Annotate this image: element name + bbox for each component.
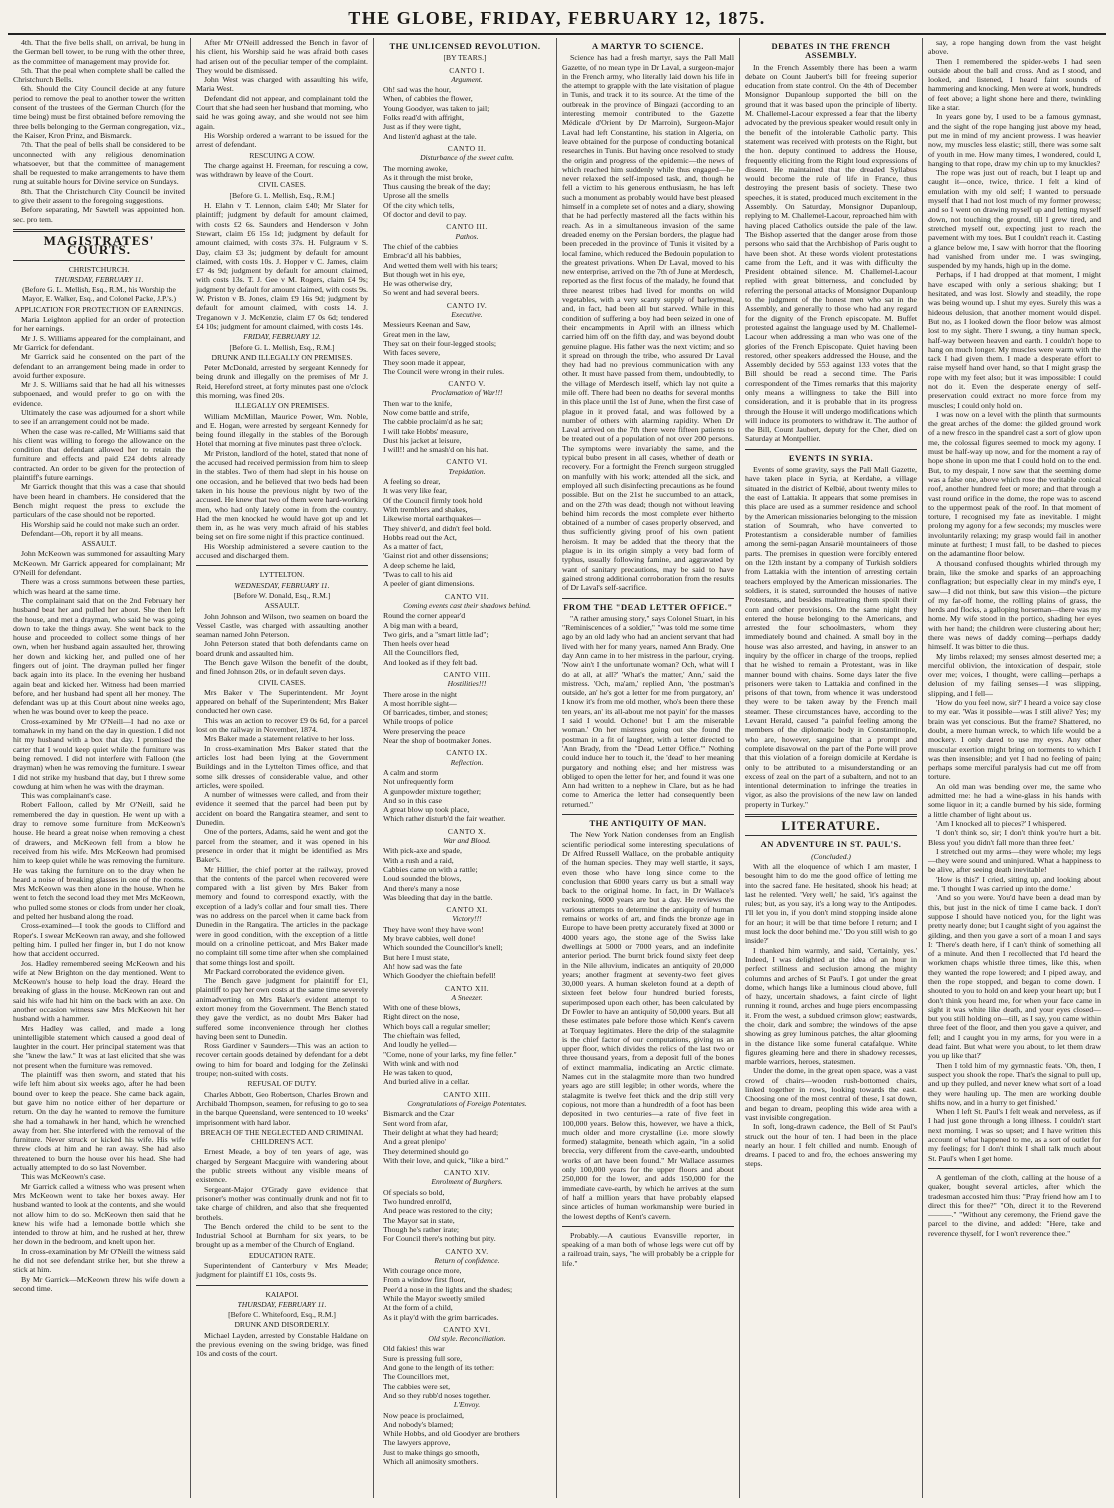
paragraph: Cross-examined—I took the goods to Clifford and Roper's. I swear McKeown ran away, and she followed pelting him. I pulled her finger in, but I do not know how that accident occurred. [13, 921, 185, 959]
poem-line: 'Twas to call to his aid [383, 570, 453, 580]
poem-line: Which all animosity smothers. [383, 1457, 479, 1467]
poem [379, 66, 551, 1467]
byline: [BY TEARS.] [443, 53, 487, 63]
canto-title: Pathos. [455, 231, 479, 241]
poem-line: I will take Hobbs' measure, [383, 426, 469, 436]
poem-line: Of specials so bold, [383, 1187, 445, 1197]
paragraph: Then I remembered the spider-webs I had seen outside about the ball and cross. And as I stood, and looked, and listened, I heard faint sounds of hammering and knocking. Men were at work, hundreds of feet above; a light shone here and there, twinkling like a star. [928, 56, 1102, 113]
poem-line: Two hundred enroll'd, [383, 1197, 452, 1207]
poem-line: The Council were wrong in their rules. [383, 366, 505, 376]
canto-title: Victory!!! [452, 914, 482, 924]
poem-line: As it play'd with the grim barricades. [383, 1312, 499, 1322]
canto-number: CANTO I. [449, 65, 485, 75]
paragraph: His Worship administered a severe caution to the accused and discharged them. [196, 541, 368, 561]
paragraph: Before separating, Mr Sawtell was appointed hon. sec. pro tem. [13, 205, 185, 224]
poem-line: Which Goodyer the chieftain befell! [383, 971, 497, 981]
poem-line: Then heels over head [383, 639, 450, 649]
poem-line: When, of cabbies the flower, [383, 94, 473, 104]
date-heading: THURSDAY, FEBRUARY 11. [237, 1299, 327, 1309]
paragraph: The rope was just out of reach, but I leapt up and caught it—once, twice, thrice. I felt a kind of emulation with my old self; I wanted to persuade myself that I had not lost much of my former prowess; and so I went on drawing myself up and letting myself down, not touching the ground, till I grew tired, and stretched myself out, expecting just to reach the pavement with my toes. But I couldn't reach it. Casting a glance below me, I saw with horror that the flooring had vanished from under me. I was swinging, suspended by my hands, high up in the dome. [928, 168, 1101, 271]
poem-line: And gone to the length of its tether: [383, 1363, 495, 1373]
poem-line: Now come battle and strife, [383, 407, 470, 417]
poem-line: Then war to the knife, [383, 398, 453, 408]
poem-line: Of the city which tells, [383, 200, 455, 210]
case-heading: ASSAULT. [264, 601, 300, 611]
poem-line: With faces severe, [383, 348, 441, 358]
paragraph: The New York Nation condenses from an English scientific periodical some interesting speculations of Dr Alfred Russell Wallace, on the probable antiquity of the human species. They may well startle, it says, even those who have long since come to the conclusion that 6000 years carry us but a small way back to the original home. In fact, in Dr Wallace's reckoning, 6000 years are but a day. He reviews the various attempts to determine the antiquity of human remains or works of art, and finds the bronze age in Europe to have been pretty accurately fixed at 3000 or 4000 years ago, the stone age of the Swiss lake dwellings at 5000 or 7000 years, and an indefinite anterior period. The burnt brick found sixty feet deep in the Nile alluvium, indicates an antiquity of 20,000 years; another fragment at seventy-two feet gives 30,000 years. A human skeleton found at a depth of sixteen feet below four hundred buried forests, superimposed upon each other, has been calculated by Dr Fowler to have an antiquity of 50,000 years. But all these estimates pale before those which Kent's cavern at Torquay legitimates. Here the drip of the stalagmite is the chief factor of our computations, giving us an upper floor, which divides the relics of the last two or three thousand years, from a deposit full of the bones of extinct mammalia, indicating an Arctic climate. Names cut in the stalagmite more than two hundred years ago are still legible; in other words, where the stalagmite is twelve feet thick and the drip still very copious, not more than a hundredth of a foot has been deposited in two centuries—a rate of five feet in 100,000 years. Below this, however, we have a thick, much older and more crystalline (i.e. more slowly formed) stalagmite, beneath which again, "in a solid breccia, very different from the cave-earth, undoubted works of art have been found." Mr Wallace assumes only 100,000 years for the upper floors and about 250,000 for the lower, and adds 150,000 for the immediate cave-earth, by which he arrives at the sum of half a million years that have probably elapsed since articles of human workmanship were buried in the lowest depths of Kent's cavern. [562, 830, 734, 1221]
case-heading: RESCUING A COW. [249, 150, 315, 160]
canto-title: Enrolment of Burghers. [431, 1177, 503, 1187]
article-body [196, 1147, 368, 1249]
poem-line: Ah! how sad was the fate [383, 961, 463, 971]
case-heading: BREACH OF THE NEGLECTED AND CRIMINAL CHILDREN'S ACT. [200, 1127, 364, 1147]
poem-line: With courage once more, [383, 1266, 462, 1276]
paragraph: With all the eloquence of which I am master, I besought him to do me the good office of letting me into the sacred fane. He hesitated, shook his head; at last he relented. 'Very well,' he said, 'it's against the rules; but, as you say, it's a long way to the Antipodes. I'll let you in, if you don't mind stopping inside alone for an hour; it will be that time before I return; and I must lock the door behind me.' 'Do you still wish to go inside?' [745, 861, 917, 946]
poem-line: With tremblers and shakes, [383, 504, 468, 514]
paragraph: The Bench ordered the child to be sent to the Industrial School at Burnham for six years, to be brought up as a member of the Church of England. [196, 1221, 368, 1250]
paragraph: An old man was bending over me, the same who admitted me: he had a wine-glass in his hands with some liquor in it; a candle burned by his side, forming a little chamber of light about us. [928, 781, 1101, 819]
case-heading: DRUNK AND ILLEGALLY ON PREMISES. [211, 352, 353, 362]
poem-line: He was otherwise dry, [383, 279, 453, 289]
poem-line: A calm and storm [383, 767, 439, 777]
paragraph: Then I told him of my gymnastic feats. 'Oh, then, I suspect you shook the rope. That's the signal to pull up, and up they pulled, and never knew what sort of a load they were hauling up. The men are working double shifts now, and in a hurry to get finished.' [928, 1060, 1101, 1107]
poem-line: The Mayor sat in state, [383, 1215, 455, 1225]
poem-line: Were preserving the peace [383, 726, 466, 736]
poem-line: Just to make things go smooth, [383, 1447, 480, 1457]
poem-line: Bismarck and the Czar [383, 1109, 455, 1119]
paragraph: Events of some gravity, says the Pall Mall Gazette, have taken place in Syria, at Kerdahe, a village situated in the district of Kelbié, about twenty miles to the east of Lattakia. It appears that some premises in this place are used as a summer residence and school by the American missionaries belonging to the mission station of Soumrah, who have converted to Protestantism a considerable number of families among the semi-pagan Ansariè mountaineers of those parts. The premises in question were forcibly entered on the 12th instant by a company of Turkish soldiers from Lattakia with the intention of arresting certain teachers employed by the American missionaries. The soldiers, it is stated, surrounded the houses of native Protestants, and besides maltreating them spoilt their corn and other provisions. On the same night they entered the house belonging to the Americans, and arrested the four schoolmasters, whom they immediately bound and chained. A small boy in the house was also arrested, and having, in answer to an inquiry by the officer in charge of the troops, replied that he wished to remain a Protestant, was in like manner bound with chains. Some days later the five prisoners were taken to Lattakia and confined in the prisons of that town, from whence it was understood they were to be taken away by the French mail steamer. These circumstances have, according to the Levant Herald, caused "a painful feeling among the members of the diplomatic body in Constantinople, who are, however, sanguine that a prompt and complete disavowal on the part of the Porte will prove that this violation of a foreign domicile at Kerdahe is only to be attributed to a misunderstanding or an excess of zeal on the part of a subaltern, and not to an intentional determination to infringe the treaties in vigor, as also the provisions of the new law on landed property in Turkey." [745, 465, 917, 809]
poem-line: They determined should go [383, 1146, 469, 1156]
canto-number: CANTO XI. [446, 905, 488, 915]
place-heading: KAIAPOI. [265, 1289, 299, 1299]
paragraph: I was now on a level with the plinth that surmounts the great arches of the dome: the gilded ground work of a new fresco in the spandrel cast a sort of glow upon me, the colossal figures seemed to mock my agony. I must be half-way up now, and for the moment a ray of hope shone in upon me that I could hold on to the end. But, to my despair, I now saw that the seeming dome was a false one, above which rose the veritable conical roof, another hundred feet or more; and that through a vast round orifice in the dome, the rope was to ascend to the uppermost peak of the roof. In that moment of torture, I recognised my fate as inevitable. I might prolong my agony for a few seconds; my muscles were involuntarily relaxing; my grasp would fail in another minute at furthest; I must fall, to be dashed to pieces on the adamantine floor below. [928, 409, 1101, 559]
poem-line: A great blow up took place, [383, 805, 470, 815]
article-body [745, 862, 917, 1169]
poem-line: They sat on their four-legged stools; [383, 338, 497, 348]
poem-line: Old fakies! this war [383, 1344, 445, 1354]
date-heading: FRIDAY, FEBRUARY 12. [243, 332, 321, 342]
poem-line: Loud sounded the blows, [383, 874, 462, 884]
paragraph: A number of witnesses were called, and from their evidence it seemed that the parcel had been put by accident on board the Rangatira steamer, and sent to Dunedin. [196, 790, 368, 828]
paragraph: Defendant did not appear, and complainant told the Court that she had seen her husband that morning, who said he was going away, and she would not see him again. [196, 93, 368, 131]
paragraph: The charge against H. Freeman, for rescuing a cow, was withdrawn by leave of the Court. [196, 160, 368, 180]
paragraph: Mrs Hadley was called, and made a long unintelligible statement which caused a good deal of laughter in the court. Her principal statement was that she "knew the law." It was at last elicited that she was not present when the furniture was removed. [13, 1023, 185, 1070]
paragraph: When I left St. Paul's I felt weak and nerveless, as if I had just gone through a long illness. I couldn't start next morning. I was so upset; and I have written this account of what happened to me, as a sort of outlet for my feelings; for I don't think I shall talk much about St. Paul's when I get home. [928, 1107, 1101, 1163]
column-2 [191, 38, 374, 1498]
poem-line: For Council there's nothing but pity. [383, 1234, 496, 1244]
poem-line: And looked as if they felt bad. [383, 657, 478, 667]
poem-line: The lawyers approve, [383, 1438, 451, 1448]
poem-line: While the Mayor sweetly smiled [383, 1294, 485, 1303]
canto-title: A Sneezer. [451, 992, 483, 1002]
canto-number: CANTO XV. [445, 1246, 489, 1256]
canto-title: Reflection. [450, 757, 484, 767]
poem-line: As it through the mist broke, [383, 172, 473, 182]
canto-title: Hostilities!!! [447, 679, 487, 689]
poem-line: Hobbs read out the Act, [383, 532, 457, 542]
poem-line: The cabbies were set, [383, 1381, 451, 1391]
paragraph: Ernest Meade, a boy of ten years of age, was charged by Sergeant Macguire with wandering about the public streets without any visible means of existence. [196, 1147, 368, 1185]
poem-line: And peace was restored to the city; [383, 1206, 493, 1216]
poem-line: They shiver'd, and didn't feel bold. [383, 523, 492, 533]
canto-number: CANTO VI. [446, 457, 488, 467]
poem-line: With pick-axe and spade, [383, 846, 462, 856]
poem-line: 'Gainst riot and other dissensions; [383, 551, 489, 561]
poem-line: And wetted them well with his tears; [383, 260, 498, 270]
paragraph: 'How do you feel now, sir?' I heard a voice say close to my ear. 'Was it possible—was I still alive? Yes; my brain was yet conscious. But the frame? Shattered, no doubt, a mere human wreck, to which life would be a mockery. I only dared to use my eyes. Any other muscular exertion might bring on torments to which I was then insensible; and yet I had no feeling of pain; perhaps some merciful paralysis had cut me off from torture. [928, 698, 1101, 782]
paragraph: Maria Leighton applied for an order of protection for her earnings. [13, 315, 185, 334]
poem-line: Dust his jacket at leisure, [383, 435, 462, 445]
paragraph: The Bench gave Wilson the benefit of the doubt, and fined Johnson 20s, or in default seven days. [196, 658, 368, 677]
paragraph: The plaintiff was then sworn, and stated that his wife left him about six weeks ago, after he had been bound over to keep the peace. She came back again, but gave him no notice either of her departure or return. On the day he wanted to remove the furniture she had a tomahawk in her hand, which he wrenched away from her. She interfered with the removal of the furniture. Never struck or kicked his wife. His wife threw clods at him and he ran away. She had also threatened to burn the house over his head. She had actually attempted to do so last November. [13, 1070, 185, 1173]
poem-line: Near the shop of bootmaker Jones. [383, 736, 492, 746]
poem-line: "Come, none of your larks, my fine feller." [383, 1049, 517, 1059]
canto-title: Trepidation. [448, 466, 486, 476]
paragraph: The Bench gave judgment for plaintiff for £1, plaintiff to pay her own costs at the same time severely animadverting on Mrs Baker's evident attempt to extort money from the Government. The Bench stated they gave the verdict, as no doubt Mrs Baker had suffered some inconvenience through her clothes having been sent to Dunedin. [196, 976, 368, 1041]
poem-line: There arose in the night [383, 689, 458, 699]
paragraph: Mrs Baker v The Superintendent. Mr Joynt appeared on behalf of the Superintendent; Mrs Baker conducted her own case. [196, 687, 368, 716]
poem-line: Of the Council firmly took hold [383, 495, 483, 505]
poem-line: The Councillors met, [383, 1372, 450, 1382]
paragraph: say, a rope hanging down from the vast height above. [928, 38, 1101, 57]
poem-line: Thus causing the break of the day; [383, 182, 491, 192]
paragraph: This was an action to recover £9 0s 6d, for a parcel lost on the railway in November, 1874. [196, 715, 368, 735]
article-body [562, 614, 734, 809]
poem-line: Messieurs Keenan and Saw, [383, 320, 471, 330]
article-body [196, 412, 368, 561]
poem-line: Now peace is proclaimed, [383, 1410, 464, 1420]
canto-number: CANTO III. [446, 222, 488, 232]
paragraph: In soft, long-drawn cadence, the Bell of St Paul's struck out the hour of ten. I had been in the place nearly an hour. I felt chilled and numb. Enough of dreams. I paced to and fro, the echoes answering my steps. [745, 1122, 917, 1169]
section-heading: LITERATURE. [781, 818, 881, 834]
paragraph: John McKeown was summoned for assaulting Mary McKeown. Mr Garrick appeared for complainant; Mr O'Neill for defendant. [13, 549, 185, 578]
paragraph: Ross Gardiner v Saunders—This was an action to recover certain goods detained by defendant for a debt owing to him for board and lodging for the Zelinski troupe; non-suited with costs. [196, 1041, 368, 1079]
poem-line: The cabbie proclaim'd as he sat; [383, 417, 483, 427]
paragraph: In the French Assembly there has been a warm debate on Count Jaubert's bill for freeing superior education from state control. On the 4th of December Monsignor Dupanloup supported the bill on the ground that it was based upon the principle of liberty. M. Challemel-Lacour expressed a fear that the liberty advocated by the previous speaker would result only in the benefit of the intolerable Catholic party. This statement was received with protests on the Right, but the hon. deputy continued to address the House, frequently eliciting from the Right loud expressions of dissent. He maintained that the dreaded Syllabus would become the rule of life in France, thus destroying the present basis of society. These two speeches, it is stated, produced much excitement in the Assembly. On Saturday, Monsignor Dupanloup, replying to M. Challemel-Lacour, reproached him with having placed Catholics outside the pale of the law. The Bishop asserted that the danger arose from those persons who said that the Archbishop of Paris ought to have been shot. At these words violent protestations came from the Left, and it was with difficulty the President obtained silence. M. Challemel-Lacour replied with great bitterness, and concluded by referring the personal attacks of Monsignor Dupanloup to the judgment of the honest men who sat in the Assembly, and generally to those who had any regard for the dignity of the French episcopate. M. Buffet protested against the language used by M. Challemel-Lacour when addressing a man who was one of the glories of the French Episcopate. Quiet having been restored, other speakers addressed the House, and the Assembly decided by 553 against 133 votes that the Bill should be read a second time. The Paris correspondent of the Times remarks that this majority only means a willingness to take the Bill into consideration, and it is probable that in its progress through the House it will undergo modifications which will induce its promoters to withdraw it. The author of the Bill, Count Jaubert, deputy for the Cher, died on Saturday at Montpellier. [745, 62, 917, 444]
poem-line: While Hobbs, and old Goodyer are brothers [383, 1429, 520, 1439]
paragraph: A gentleman of the cloth, calling at the house of a quaker, bought several articles, after which the tradesman accosted him thus: "Pray friend how am I to direct this for thee?" "Oh, direct it to the Reverend ———." "Without any ceremony, the Friend gave the parcel to the divine, and added: "Here, take and reverence thyself, for I won't reverence thee." [928, 1172, 1101, 1238]
poem-line: Great men in the law, [383, 329, 450, 339]
poem-line: Their delight at what they had heard; [383, 1127, 499, 1137]
case-heading: DRUNK AND DISORDERLY. [234, 1320, 330, 1330]
paragraph: I stretched out my arms—they were whole; my legs—they were sound and uninjured. What a happiness to be alive, after seeing death inevitable! [928, 846, 1101, 875]
case-heading: APPLICATION FOR PROTECTION OF EARNINGS. [14, 304, 184, 314]
poem-line: And nobody's blamed; [383, 1419, 454, 1429]
canto-title: Disturbance of the sweet calm. [420, 153, 514, 163]
bench-line: [Before W. Donald, Esq., R.M.] [233, 590, 331, 600]
poem-line: Uprose all the smells [383, 191, 449, 201]
paragraph: Michael Layden, arrested by Constable Haldane on the previous evening on the swing bridge, was fined 10s and costs of the court. [196, 1330, 368, 1359]
bench-line: [Before C. Whitefoord, Esq., R.M.] [228, 1310, 336, 1320]
canto-number: CANTO V. [448, 379, 486, 389]
poem-line: So went and had several beers. [383, 288, 480, 298]
poem-line: All the Councillors fled, [383, 648, 459, 658]
paragraph: Mr J. S. Williams appeared for the complainant, and Mr Garrick for defendant. [13, 333, 185, 352]
paragraph: Cross-examined by Mr O'Neill—I had no axe or tomahawk in my hand on the day in question. I did not hit my husband with a box that day. I promised the carter that I would keep quiet while the furniture was being removed. I did not interfere with Falloon (the drayman) when he was removing the furniture. I swear I did not strike my husband that day, but I threw some cowdung at him when he was with the drayman. [13, 716, 185, 791]
bells-resolutions [13, 38, 185, 224]
canto-title: Argument. [451, 74, 483, 84]
article-title: EVENTS IN SYRIA. [788, 452, 874, 463]
poem-line: With their love, and quick, "like a bird." [383, 1155, 509, 1165]
bench-line: [Before G. L. Mellish, Esq., R.M.] [229, 342, 335, 352]
paragraph: 7th. That the peal of bells shall be considered to be unconnected with any religious denomination whatsoever, but that the committee of management shall be requested to make arrangements to have them rung at suitable hours for Divine service on Sundays. [13, 140, 185, 187]
canto-title: Return of confidence. [434, 1255, 500, 1265]
canto-title: Coming events cast their shadows behind. [403, 600, 531, 610]
poem-line: The chieftain was felled, [383, 1030, 461, 1040]
poem-line: Likewise mortal earthquakes— [383, 514, 481, 524]
column-6 [923, 38, 1106, 1498]
article-title: THE ANTIQUITY OF MAN. [589, 818, 707, 829]
canto-title: Old style. Reconciliation. [428, 1334, 506, 1344]
poem-line: He was taken to quod, [383, 1068, 453, 1078]
canto-number: CANTO IX. [446, 748, 488, 758]
poem-line: Two girls, and a "smart little lad"; [383, 629, 489, 639]
poem-line: With wink and with nod [383, 1058, 459, 1068]
paragraph: My limbs relaxed; my senses almost deserted me; a merciful oblivion, the intoxication of despair, stole over me; voices, I thought, were calling—perhaps a delusion of my failing senses—I was slipping, slipping, and I fell— [928, 651, 1101, 698]
poem-line: And so in this case [383, 795, 442, 805]
poem-line: Right direct on the nose, [383, 1012, 460, 1022]
article-body [13, 549, 185, 1293]
poem-line: Though he's rather irate; [383, 1224, 460, 1234]
canto-number: CANTO IV. [446, 300, 488, 310]
paragraph: H. Elahn v T. Lennon, claim £40; Mr Slater for plaintiff; judgment by default for amount claimed, with costs £2 6s. Saunders and Henderson v John Stewart, claim £6 15s 1d; judgment by default for amount claimed, with costs 37s. H. Fulgraum v S. Day, claim £3 3s; judgment by default for amount claimed, with costs 10s. J. Hopper v C. James, claim £7 4s 9d; judgment by default for amount claimed, with costs 13s. T. J. Gee v M. Rogers, claim £4 9s; judgment by default for amount claimed, with costs 9s. W. Priston v B. Jones, claim £9 16s 9d; judgment by default for amount claimed, with costs 14. J. Treganown v J. McKenzie, claim £7 0s 6d; tendered £4 10s; judgment for amount claimed, with costs 14s. [196, 201, 368, 331]
column-container [8, 38, 1106, 1498]
canto-number: CANTO XVI. [443, 1324, 491, 1334]
paragraph: John Peterson stated that both defendants came on board drunk and assaulted him. [196, 639, 368, 658]
poem-line: A most horrible sight— [383, 698, 457, 708]
article-body [562, 53, 734, 592]
paragraph: In years gone by, I used to be a famous gymnast, and the sight of the rope hanging just above my head, put me in mind of my ancient prowess. I was heavier now, my muscles less elastic; still, there was some salt of youth in me. How many times, I wondered, could I, hanging to that rope, draw my chin up to my knuckles? [928, 112, 1101, 168]
bench-line: (Before G. L. Mellish, Esq., R.M., his Worship the Mayor, E. Walker, Esq., and Colonel Packe, J.P.'s.) [22, 285, 176, 304]
paragraph: Mr J. S. Williams said that he had all his witnesses subpoenaed, and would prefer to go on with the evidence. [13, 380, 185, 408]
poem-line: Round the corner appear'd [383, 611, 466, 621]
paragraph: In cross-examination Mrs Baker stated that the articles lost had been lying at the Government Buildings and in the Lyttelton Times office, and that some silk dresses of considerable value, and other articles, were spoiled. [196, 743, 368, 790]
column-4 [557, 38, 740, 1498]
paragraph: Mr Garrick called a witness who was present when Mrs McKeown went to take her boxes away. Her husband wanted to look at the contents, and she would not allow him to do so. McKeown then said that he knew his wife had a lemonade bottle which she intended to throw at him, and he rushed at her, threw her down in the bedroom, and knelt upon her. [13, 1181, 185, 1247]
article-body [745, 63, 917, 444]
poem-line: Which sounded the Councillor's knell; [383, 943, 503, 953]
case-heading: EDUCATION RATE. [248, 1250, 316, 1260]
masthead: THE GLOBE, FRIDAY, FEBRUARY 12, 1875. [8, 6, 1106, 35]
paragraph: His Worship said he could not make such an order. [21, 519, 180, 529]
date-heading: THURSDAY, FEBRUARY 11. [54, 274, 144, 284]
poem-line: As a matter of fact, [383, 542, 443, 552]
poem-line: And there's many a nose [383, 883, 460, 893]
poem-line: It was very like fear, [383, 486, 447, 496]
paragraph: 5th. That the peal when complete shall be called the Christchurch Bells. [13, 65, 185, 85]
paragraph: Perhaps, if I had dropped at that moment, I might have escaped with only a serious shaking; but I hesitated, and was lost. Slowly and steadily, the rope was being wound up. I shut my eyes. Surely this was a hideous delusion, that another moment would dispel. But no, as I looked down the floor below was almost lost to my sight. There I swung, a tiny human speck, half-way between heaven and earth. I couldn't hope to hang on much longer. My muscles were warm with the tack I had given them. I made a desperate effort to raise myself hand over hand, so that I might grasp the rope with my feet also; but it was impossible: I could not do it. Even the desperate energy of self-preservation could extract no more force from my muscles; I could only hold on. [928, 270, 1101, 410]
article-body [928, 38, 1101, 1163]
paragraph: 'I don't think so, sir; I don't think you're hurt a bit. Bless you! you didn't fall more than three feet.' [928, 828, 1101, 847]
poem-line: Sent word from afar, [383, 1118, 448, 1128]
poem-line: A peeler of giant dimensions. [383, 579, 475, 589]
poem-line: I will!! and he smash'd on his hat. [383, 445, 489, 455]
article-body [196, 688, 368, 1078]
paragraph: 6th. Should the City Council decide at any future period to remove the peal to another tower the written consent of the trustees of the German Church (for the time being) must be first obtained before removing the three bells belonging to the German congregation, viz., the Kaiser, Kron Prinz, and Bismarck. [13, 84, 185, 140]
canto-number: CANTO XIII. [443, 1089, 491, 1099]
paragraph: 'Am I knocked all to pieces?' I whispered. [936, 818, 1067, 828]
article-body [196, 38, 368, 150]
poem-line: From a window first floor, [383, 1275, 466, 1285]
section-heading: MAGISTRATES' COURTS. [43, 232, 155, 258]
canto-title: War and Blood. [443, 836, 491, 846]
canto-title: Executive. [451, 310, 483, 320]
poem-line: They have won! they have won! [383, 924, 484, 934]
paragraph: Science has had a fresh martyr, says the Pall Mall Gazette, of no mean type in Dr Laval, a surgeon-major in the French army, who literally laid down his life in the attempt to grapple with the late visitation of plague in Tunis, and track it to its source. At the time of the outbreak in the province of Bingazi (according to an interesting memoir contributed to the Gazette Médicale d'Orient by Dr Marroin), Surgeon-Major Laval had left Constantine, his station in Algeria, on leave obtained for the purpose of conducting botanical researches in Tunis. But having once resolved to study the origin and progress of the epidemic—the news of which reached him suddenly while thus engaged—he never relaxed the self-imposed task, and, though he fell a victim to his generous enthusiasm, he has left such a monument as probably would have best pleased himself in a complete set of notes and a diary, showing that he had perfectly mastered all the facts within his reach. As in a simultaneous invasion of the same dreaded enemy on the Persian borders, the plague had been preceded in the province of Tunis it visited by a local famine, which reduced the Bedouin population to the greatest privations. When Dr Laval, moved to his new enterprise, arrived on the 7th of June at Merdesch, reported as the first focus of the malady, he found that three nearest tribes had lived for months on wild vegetables, with a very scanty supply of barleymeal, and, in fact, had been all but starved. While in this condition of suffering a boy had been seized in one of their encampments in April with an illness which carried him off on the fifth day, and was beyond doubt genuine plague. His father was the next victim; and so it spread on through the tribe, who assured Dr Laval they had had no previous communication with any other. It must have passed from them, undoubtedly, to the village of Merdesch itself, which lay not quite a mile off. There had been no deaths for several months in this place until the 1st of June, when the first case of plague in it proved fatal, and was followed by a number of others with alarming rapidity. When Dr Laval arrived on the 7th there were fifteen patients to be treated out of a population of not over 200 persons. The symptoms were invariably the same, and the typical bubo present in all cases, whether of death or recovery. For a fortnight the French surgeon struggled on manfully with his work; attended all the sick, and employed all such disinfecting precautions as he found possible. But on the 21st he succumbed to an attack, and on the 27th was dead; though not without leaving behind him records the most complete ever hitherto obtained of a number of cases properly observed, and thus sufficiently giving proof of his own patient heroism. It may be added that the theory that the plague is in its origin simply a very bad form of typhus, usually following famine, and aggravated by want of sanitary precautions, may be said to have gained strong additional corroboration from the results of Dr Laval's self-sacrifice. [562, 53, 734, 593]
poem-line: A big man with a beard, [383, 620, 458, 630]
poem-line: Embrac'd all his babbies, [383, 251, 462, 261]
poem-line: A feeling so drear, [383, 477, 441, 487]
paragraph: When the case was re-called, Mr Williams said that his client was willing to forego the allowance on the condition that defendant allowed her to retain the furniture and effects and paid £24 debts already contracted. An order to be given for the protection of plaintiff's future earnings. [13, 426, 185, 483]
poem-line: Oh! sad was the hour, [383, 85, 451, 95]
poem-line: Which rather disturb'd the fair weather. [383, 814, 506, 824]
paragraph: Superintendent of Canterbury v Mrs Meade; judgment for plaintiff £1 10s, costs 9s. [196, 1261, 368, 1280]
case-heading: ASSAULT. [81, 539, 117, 549]
paragraph: Charles Abbott, Geo Robertson, Charles Brown and Archibald Thompson, seamen, for refusing to go to sea in the barque Queensland, were sentenced to 10 weeks' imprisonment with hard labor. [196, 1089, 368, 1127]
case-heading: CIVIL CASES. [258, 180, 306, 190]
paragraph: Mrs Baker made a statement relative to her loss. [204, 734, 355, 744]
paragraph: After Mr O'Neill addressed the Bench in favor of his client, his Worship said he was afraid both cases had arisen out of the peculiar temper of the complaint. They would be dismissed. [196, 38, 368, 75]
article-body [562, 830, 734, 1220]
paragraph: Mr Garrick thought that this was a case that should have been heard in chambers. He considered that the Bench might request the press to exclude the particulars of the case should not be reported. [13, 482, 185, 520]
column-5 [740, 38, 923, 1498]
canto-title: Congratulations of Foreign Potentates. [407, 1099, 527, 1109]
poem-line: At the form of a child, [383, 1303, 453, 1313]
paragraph: A thousand confused thoughts whirled through my brain, like the smoke and sparks of an approaching conflagration; but especially clear in my mind's eye, I saw—I did not think, but saw this vision—the picture of my far-off home, the rolling plains of grass, the herds and flocks, a galloping horseman—there was my home. My wife stood in the portico, shading her eyes with her hand; the children were clustering about her; there was news of daddy coming—perhaps daddy himself. It was bitter to die thus. [928, 558, 1101, 652]
paragraph: "A rather amusing story," says Colonel Stuart, in his "Reminiscences of a soldier," "was told me some time ago by an old lady who had an ancient servant that had lived with her for many years, named Ann Brady. One day Ann came in to her mistress in the parlour, crying. 'Now ain't I the unfortunate woman? Och, what will I do at all, at all?' 'What's the matter,' Ann,' said the mistress. 'Och, ma'am,' replied Ann, 'the postman's outside, an' he's got a letter for me from purgatory, an' I know it's from me old mother, who's been there these ten years, an' its all-about me not payin' for the masses I said I would. Ochone! but I am the miserable woman.' On her mistress going out she found the postman in a fit of laughter, with a letter directed to 'Ann Brady, from the "Dead Letter Office."' Nothing could induce her to touch it, the 'dead' to her meaning purgatory and nothing else; and her mistress was obliged to open the letter for her, and found it was one Ann had written to a nephew in Clare, but as he had come to America the letter had consequently been returned." [562, 613, 734, 809]
poem-line: They soon made it appear, [383, 357, 466, 367]
paragraph: Mr Garrick said he consented on the part of the defendant to an arrangement being made in order to avoid further exposure. [13, 352, 185, 380]
paragraph: Mr Priston, landlord of the hotel, stated that none of the accused had received permission from him to sleep in the stables. Two of them had slept in his house on one occasion, and he believed that two beds had been taken in his house the previous night by two of the accused. He knew that two of them were hard-working men, who had only lately come in from the country. Had the men knocked he would have got up and let them in, as he was very much afraid of his stables being set on fire some night if this practice continued. [196, 448, 368, 542]
case-heading: REFUSAL OF DUTY. [247, 1079, 317, 1089]
paragraph: By Mr Garrick—McKeown threw his wife down a second time. [13, 1274, 185, 1293]
article-title: AN ADVENTURE IN ST. PAUL'S. [760, 839, 902, 850]
poem-line: And listen'd aghast at the tale. [383, 131, 477, 141]
paragraph: There was a cross summons between these parties, which was heard at the same time. [13, 577, 185, 596]
place-heading: CHRISTCHURCH. [68, 264, 130, 274]
paragraph: Sergeant-Major O'Grady gave evidence that prisoner's mother was continually drunk and not fit to take charge of children, and also that she frequented brothels. [196, 1184, 368, 1222]
poem-line: Folks read'd with affright, [383, 113, 464, 123]
poem-line: Of barricades, timber, and stones; [383, 708, 488, 718]
canto-title: Proclamation of War!!! [431, 388, 503, 398]
poem-line: Was bleeding that day in the battle. [383, 892, 493, 902]
bench-line: [Before G. L. Mellish, Esq., R.M.] [229, 190, 335, 200]
paragraph: In cross-examination by Mr O'Neill the witness said he did not see defendant strike her, but she threw a stick at him. [13, 1246, 185, 1275]
article-title: A MARTYR TO SCIENCE. [592, 41, 704, 51]
poem-line: But though wet in his eye, [383, 269, 465, 279]
column-3 [374, 38, 557, 1498]
canto-number: CANTO XII. [444, 983, 490, 993]
paragraph: I thanked him warmly, and said, 'Certainly, yes.' Indeed, I was delighted at the idea of an hour in perfect stillness and seclusion among the mighty columns and arches of St Paul's. I got under the great dome, which hangs like a luminous cloud above, full of hazy, uncertain shadows, a faint circle of light running it round, arches and huge piers encompassing it. From the west, a subdued crimson glow; eastwards, the choir, dark and sombre; the windows of the apse showing as grey luminous patches, the altar glooming in the distance like some funeral catafalque. White figures gleaming here and there in shadowy recesses, marble warriors, heroes, statesmen. [745, 945, 917, 1067]
paragraph: Jos. Hadley remembered seeing McKeown and his wife at New Brighton on the day mentioned. Went to McKeown's house to help load the dray. Heard the breaking of glass in the house. McKeown ran out and said his wife had hit him on the back with an axe. On another occasion witness saw Mrs McKeown hit her husband with a hammer. [13, 958, 185, 1024]
poem-line: With a rush and a raid, [383, 855, 454, 865]
paragraph: Defendant—Oh, report it by all means. [21, 528, 143, 538]
paragraph: The complainant said that on the 2nd February her husband beat her and pulled her about. She then left the house, and met a drayman, who said he was going down to take the things away. She went back to the house and proceeded to collect some things of her own, when her husband again assaulted her, throwing her down and kicking her, and pulled one of her fingers out of joint. The drayman pulled her finger back again into its place. In the evening her husband again beat and kicked her. Witness had been married before, and her husband had spent all her money. The defendant was up at this Court about nine weeks ago, when he was bound over to keep the peace. [13, 595, 185, 717]
article-title: THE UNLICENSED REVOLUTION. [389, 41, 541, 51]
paragraph: John West was charged with assaulting his wife, Maria West. [196, 75, 368, 94]
poem-line: Peer'd a nose in the lights and the shades; [383, 1284, 513, 1294]
paragraph: His Worship ordered a warrant to be issued for the arrest of defendant. [196, 130, 368, 150]
paragraph: Probably.—A cautious Evansville reporter, in speaking of a man both of whose legs were cut off by a railroad train, says, "he will probably be a cripple for life." [562, 1230, 734, 1268]
paragraph: Mr Packard corroborated the evidence given. [204, 966, 345, 976]
paragraph: Mr Hillier, the chief porter at the railway, proved that the contents of the parcel when recovered were compared with a list given by Mrs Baker from memory and found to correspond exactly, with the exception of a lady's collar and four small ties. There was no address on the parcel when it came back from Dunedin in the Rangatira. The articles in the package were in good condition, with the exception of a little mould on a crinoline petticoat, and Mrs Baker made no complaint till some time after when she complained that some things lost and spoilt. [196, 864, 368, 967]
poem-line: Sure is pressing full sore, [383, 1353, 463, 1363]
poem-line: With one of these blows, [383, 1003, 461, 1013]
poem-line: And a great plenipo' [383, 1137, 447, 1147]
poem-line: And so they rubb'd noses together. [383, 1390, 491, 1400]
paragraph: John Johnson and Wilson, two seamen on board the Vessel Castle, was charged with assaulting another seaman named John Peterson. [196, 611, 368, 640]
canto-number: CANTO X. [447, 826, 487, 836]
case-heading: CIVIL CASES. [258, 677, 306, 687]
poem-line: Young Goodyer, was taken to jail; [383, 103, 490, 113]
poem-line: Cabbies came on with a rattle; [383, 864, 478, 874]
paragraph: 4th. That the five bells shall, on arrival, be hung in the German bell tower, to be rung with the other three, as the committee of management may provide for. [13, 38, 185, 66]
paragraph: William McMillan, Maurice Power, Wm. Noble, and E. Hogan, were arrested by sergeant Kennedy for being found illegally in the stables of the Borough Hotel that morning at five minutes past three o'clock. [196, 411, 368, 449]
canto-number: CANTO VIII. [443, 670, 491, 679]
canto-number: CANTO XIV. [443, 1168, 491, 1178]
poem-line: Not unfrequently form [383, 777, 454, 787]
paragraph: 'How is this?' I cried, sitting up, and looking about me. 'I thought I was carried up into the dome.' [928, 874, 1101, 894]
date-heading: WEDNESDAY, FEBRUARY 11. [234, 580, 330, 590]
article-title: DEBATES IN THE FRENCH ASSEMBLY. [771, 41, 891, 61]
poem-line: The morning awoke, [383, 163, 448, 173]
poem-line: A gunpowder mixture together; [383, 786, 482, 796]
poem-line: My brave cabbies, well done! [383, 934, 476, 944]
article-body [196, 612, 368, 677]
paragraph: This was McKeown's case. [21, 1172, 106, 1182]
poem-line: Just as if they were tight, [383, 122, 461, 132]
poem-line: The chief of the cabbies [383, 241, 458, 251]
concluded-note: (Concluded.) [811, 851, 851, 861]
poem-line: And loudly he yelled— [383, 1040, 457, 1050]
paragraph: This was complainant's case. [21, 791, 112, 801]
case-heading: ILLEGALLY ON PREMISES. [234, 401, 330, 411]
paragraph: Under the dome, in the great open space, was a vast crowd of chairs—wooden rush-bottomed chairs, linked together in rows, looking towards the east. Choosing one of the most central of these, I sat down, and began to dream, peopling this wide area with a vast invisible congregation. [745, 1066, 917, 1122]
poem-line: While troops of police [383, 717, 453, 727]
canto-number: CANTO VII. [444, 591, 490, 601]
poem-line: Of doctor and devil to pay. [383, 210, 467, 220]
paragraph: 'And so you were. You'd have been a dead man by this, but just in the nick of time I came back. I don't suppose I should have noticed you, for the light was pretty nearly done; but I caught sight of you against the gilding, and then you gave a sort of a moan I and says I: 'There's death here, if I can't think of something all of a minute. And then I recollected that I'd heard the workmen chaps whistle three times, like this, when they wanted the rope lowered; and I piped away, and then the rope stopped, and began to come down. I shouted to you to hold on and keep your heart up; but I don't think you heard me, for when your face came in sight it was white like death, and your eyes closed—but you still holding on—till, as I say, you came within three feet of the floor, and then you gave a quiver, and fell; and I caught you in my arms, for you were in a dead faint. But what were you about, to let them draw you up like that?' [928, 893, 1101, 1061]
canto-title: L'Envoy. [453, 1400, 481, 1410]
article-body [13, 315, 185, 538]
paragraph: Peter McDonald, arrested by sergeant Kennedy for being drunk and illegally on the premises of Mr J. Reid, Hereford street, at forty minutes past one o'clock this morning, was fined 20s. [196, 363, 368, 400]
canto-number: CANTO II. [447, 143, 487, 153]
poem-line: A deep scheme he laid, [383, 560, 456, 570]
paragraph: 8th. That the Christchurch City Council be invited to give their assent to the foregoing suggestions. [13, 186, 185, 206]
paragraph: One of the porters, Adams, said he went and got the parcel from the steamer, and it was opened in his presence in order that it might be identified as Mrs Baker's. [196, 827, 368, 865]
article-title: FROM THE "DEAD LETTER OFFICE." [563, 601, 733, 612]
poem-line: But here I must state, [383, 952, 450, 962]
place-heading: LYTTELTON. [259, 570, 305, 580]
column-1 [8, 38, 191, 1498]
paragraph: Ultimately the case was adjourned for a short while to see if an arrangement could not be made. [13, 407, 185, 427]
article-body [745, 465, 917, 809]
paragraph: Robert Falloon, called by Mr O'Neill, said he remembered the day in question. He went up with a dray to remove some furniture from McKeown's house. He heard a great noise when removing a chest of drawers, and McKeown fell from a blow he received from his wife. Mrs McKeown had promised him to keep quiet while he was removing the furniture. He was taking the furniture on to the dray when he heard a noise of breaking glasses in one of the rooms. Mrs McKeown was then alone in the house. When he went to fetch the second load they met Mrs McKeown, who pulled some stones or clods from under her cloak, and pelted her husband along the road. [13, 800, 185, 922]
poem-line: Which boys call a regular smeller; [383, 1021, 491, 1031]
poem-line: And buried alive in a cellar. [383, 1077, 470, 1087]
